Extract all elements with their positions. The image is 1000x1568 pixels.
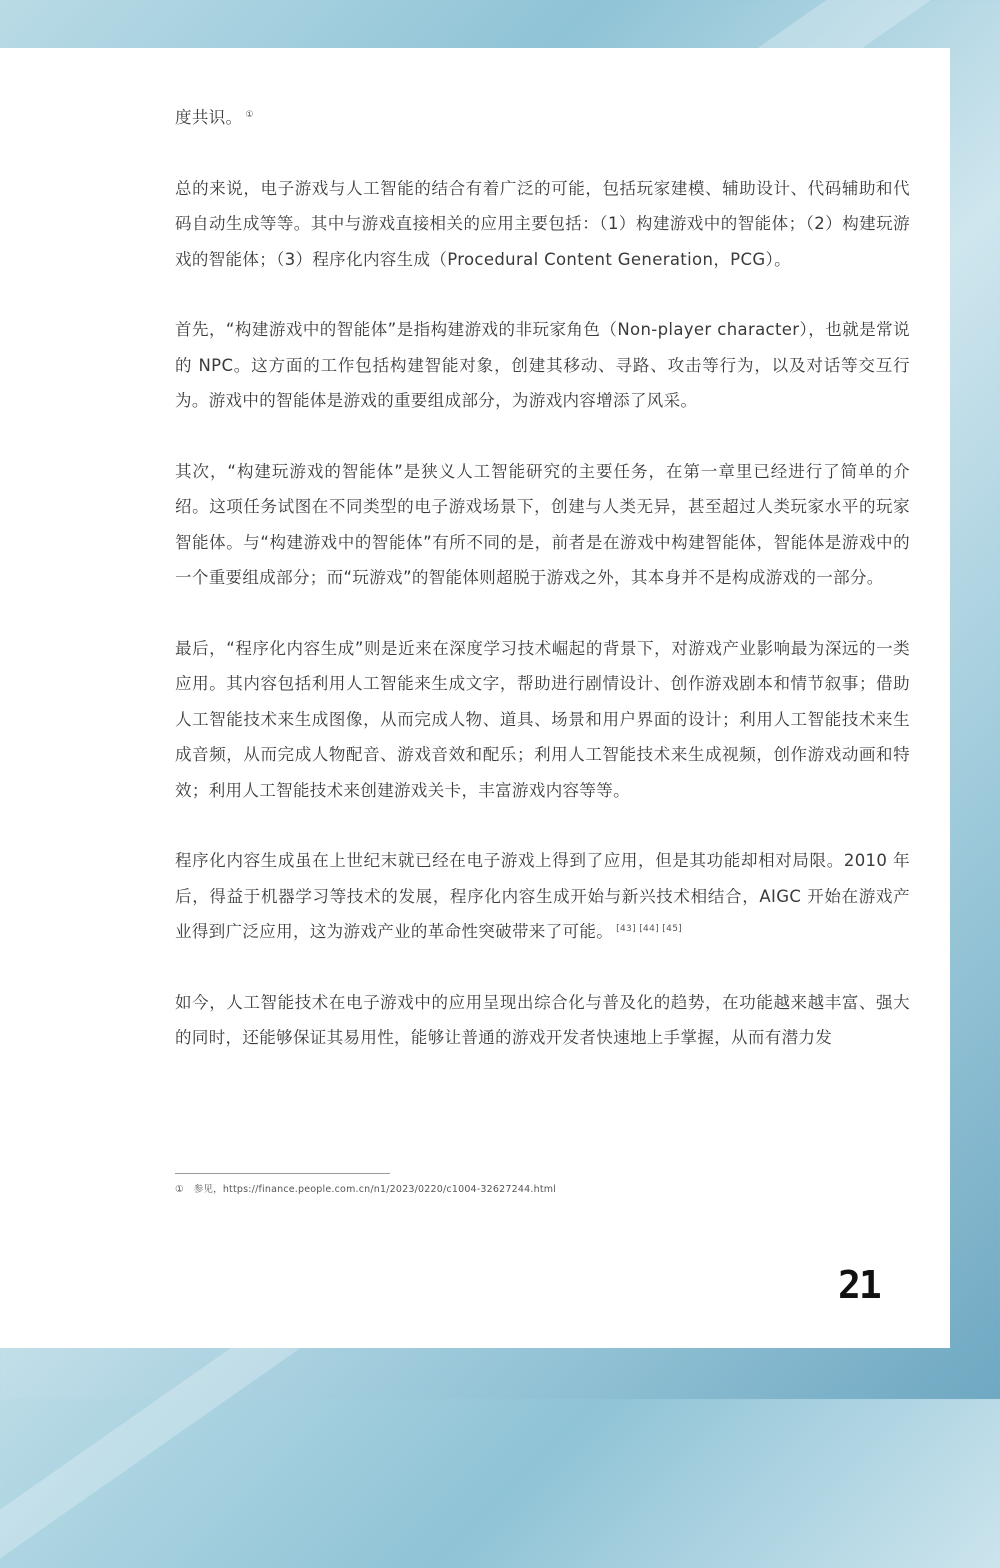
paragraph: 总的来说，电子游戏与人工智能的结合有着广泛的可能，包括玩家建模、辅助设计、代码辅助和代码自动生成等等。其中与游戏直接相关的应用主要包括：（1）构建游戏中的智能体；（2）构建玩游戏的智能体；（3）程序化内容生成（Procedural Content Generation，PCG）。 <box>175 178 910 269</box>
paragraph: 最后，“程序化内容生成”则是近来在深度学习技术崛起的背景下，对游戏产业影响最为深远的一类应用。其内容包括利用人工智能来生成文字，帮助进行剧情设计、创作游戏剧本和情节叙事；借助人工智能技术来生成图像，从而完成人物、道具、场景和用户界面的设计；利用人工智能技术来生成音频，从而完成人物配音、游戏音效和配乐；利用人工智能技术来生成视频，创作游戏动画和特效；利用人工智能技术来创建游戏关卡，丰富游戏内容等等。 <box>175 638 910 800</box>
paragraph: 其次，“构建玩游戏的智能体”是狭义人工智能研究的主要任务，在第一章里已经进行了简单的介绍。这项任务试图在不同类型的电子游戏场景下，创建与人类无异，甚至超过人类玩家水平的玩家智能体。与“构建游戏中的智能体”有所不同的是，前者是在游戏中构建智能体，智能体是游戏中的一个重要组成部分；而“玩游戏”的智能体则超脱于游戏之外，其本身并不是构成游戏的一部分。 <box>175 461 910 587</box>
footnote-mark: ① <box>175 1184 184 1195</box>
paragraph: 首先，“构建游戏中的智能体”是指构建游戏的非玩家角色（Non-player character），也就是常说的 NPC。这方面的工作包括构建智能对象，创建其移动、寻路、攻击等行为，以及对话等交互行为。游戏中的智能体是游戏的重要组成部分，为游戏内容增添了风采。 <box>175 320 910 410</box>
footnote-divider <box>175 1173 390 1174</box>
citation-reference[interactable]: [43] [44] [45] <box>616 923 683 934</box>
footnote-text[interactable]: 参见，https://finance.people.com.cn/n1/2023/0220/c1004-32627244.html <box>193 1184 557 1195</box>
footnote-reference[interactable]: ① <box>245 109 254 120</box>
paragraph: 程序化内容生成虽在上世纪末就已经在电子游戏上得到了应用，但是其功能却相对局限。2010 年后，得益于机器学习等技术的发展，程序化内容生成开始与新兴技术相结合，AIGC 开始在游戏产业得到广泛应用，这为游戏产业的革命性突破带来了可能。 [43] [44] [45] <box>175 851 910 941</box>
paragraph: 度共识。 ① <box>175 108 254 127</box>
paragraph: 如今，人工智能技术在电子游戏中的应用呈现出综合化与普及化的趋势，在功能越来越丰富、强大的同时，还能够保证其易用性，能够让普通的游戏开发者快速地上手掌握，从而有潜力发 <box>175 992 910 1047</box>
footnote <box>175 1181 556 1195</box>
document-page <box>0 48 950 1348</box>
page-number: 21 <box>838 1263 880 1307</box>
body-text <box>175 100 910 1091</box>
